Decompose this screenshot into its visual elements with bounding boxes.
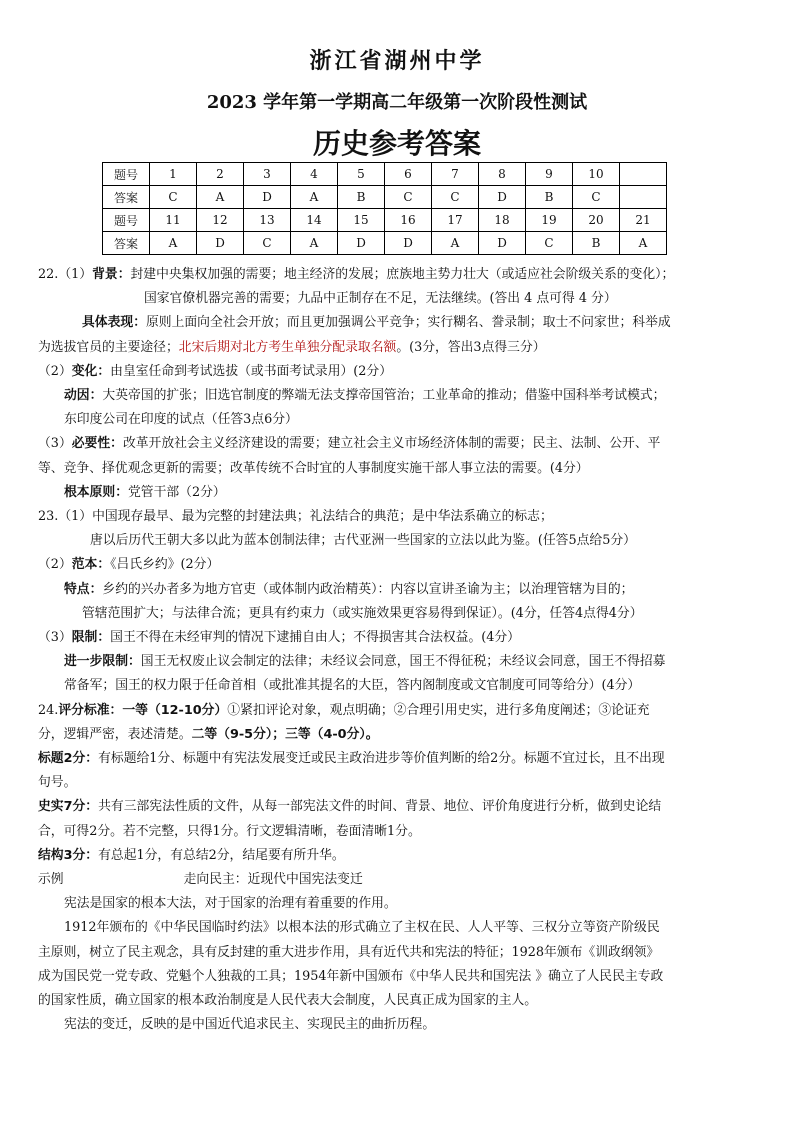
subject-title: 历史参考答案	[312, 127, 481, 160]
table-cell: D	[479, 186, 526, 209]
q23-line: 管辖范围扩大；与法律合流；更具有约束力（或实施效果更容易得到保证）。(4分，任答4点得4分）	[82, 605, 643, 621]
table-cell: A	[291, 232, 338, 255]
table-cell: 10	[573, 163, 620, 186]
answer-table-row	[103, 186, 667, 209]
q22-line: 根本原则：党管干部（2分）	[64, 484, 226, 500]
highlighted-answer: 北宋后期对北方考生单独分配录取名额	[178, 339, 397, 355]
q24-line: 合，可得2分。若不完整，只得1分。行文逻辑清晰，卷面清晰1分。	[38, 823, 421, 839]
q23-line: 常备军；国王的权力限于任命首相（或批准其提名的大臣，答内阁制度或文官制度可同等给分）(4分）	[64, 678, 641, 694]
school-title: 浙江省湖州中学	[309, 49, 485, 74]
table-cell: 3	[244, 163, 291, 186]
row-label: 题号	[103, 209, 150, 232]
table-cell: 1	[150, 163, 197, 186]
table-cell: A	[432, 232, 479, 255]
row-label: 答案	[103, 232, 150, 255]
table-cell: C	[244, 232, 291, 255]
table-cell: 19	[526, 209, 573, 232]
table-cell: 8	[479, 163, 526, 186]
table-cell: 6	[385, 163, 432, 186]
essay-paragraph: 宪法是国家的根本大法，对于国家的治理有着重要的作用。	[64, 896, 397, 912]
table-cell: D	[244, 186, 291, 209]
table-cell: 13	[244, 209, 291, 232]
q24-line: 史实7分：共有三部宪法性质的文件，从每一部宪法文件的时间、背景、地位、评价角度进行分析，做到史论结	[38, 799, 662, 815]
q23-line: 特点：乡约的兴办者多为地方官吏（或体制内政治精英）：内容以宣讲圣谕为主；以治理管辖为目的；	[64, 581, 634, 597]
table-cell: D	[479, 232, 526, 255]
table-cell: D	[197, 232, 244, 255]
q22-line: 等、竞争、择优观念更新的需要；改革传统不合时宜的人事制度实施干部人事立法的需要。(4分）	[38, 460, 589, 476]
answer-table-row	[103, 163, 667, 186]
table-cell: C	[526, 232, 573, 255]
table-cell: B	[338, 186, 385, 209]
table-cell: A	[620, 232, 667, 255]
essay-paragraph: 主原则，树立了民主观念，具有反封建的重大进步作用，具有近代共和宪法的特征；1928年颁布《训政纲领》	[38, 944, 660, 960]
q22-line: 具体表现：原则上面向全社会开放；而且更加强调公平竞争；实行糊名、誊录制；取士不问家世；科举成	[82, 315, 671, 331]
q22-line: 动因：大英帝国的扩张；旧选官制度的弊端无法支撑帝国管治；工业革命的推动；借鉴中国科举考试模式；	[64, 388, 666, 404]
q24-line: 标题2分：有标题给1分、标题中有宪法发展变迁或民主政治进步等价值判断的给2分。标题不宜过长，且不出现	[38, 751, 665, 767]
table-cell: 9	[526, 163, 573, 186]
answer-table-row	[103, 209, 667, 232]
essay-paragraph: 成为国民党一党专政、党魁个人独裁的工具；1954年新中国颁布《中华人民共和国宪法 》确立了人民民主专政	[38, 968, 664, 984]
table-cell: C	[385, 186, 432, 209]
table-cell: 5	[338, 163, 385, 186]
essay-paragraph: 1912年颁布的《中华民国临时约法》以根本法的形式确立了主权在民、人人平等、三权分立等资产阶级民	[64, 920, 660, 936]
q23-line: 进一步限制：国王无权废止议会制定的法律；未经议会同意，国王不得征税；未经议会同意，国王不得招募	[64, 654, 666, 670]
row-label: 题号	[103, 163, 150, 186]
table-cell: 7	[432, 163, 479, 186]
table-cell: 4	[291, 163, 338, 186]
essay-paragraph: 的国家性质，确立国家的根本政治制度是人民代表大会制度，人民真正成为国家的主人。	[38, 993, 538, 1009]
table-cell: 18	[479, 209, 526, 232]
table-cell: 21	[620, 209, 667, 232]
table-cell: C	[573, 186, 620, 209]
table-cell: A	[197, 186, 244, 209]
table-cell: 12	[197, 209, 244, 232]
table-cell: B	[526, 186, 573, 209]
q22-line: 国家官僚机器完善的需要；九品中正制存在不足，无法继续。(答出 4 点可得 4 分）	[144, 291, 617, 307]
table-cell: A	[150, 232, 197, 255]
exam-title: 2023 学年第一学期高二年级第一次阶段性测试	[206, 92, 588, 113]
table-cell: C	[432, 186, 479, 209]
answer-table	[102, 162, 667, 255]
table-cell: 16	[385, 209, 432, 232]
q24-line: 示例 走向民主：近现代中国宪法变迁	[38, 872, 363, 888]
q22-line: （2）变化：由皇室任命到考试选拔（或书面考试录用）(2分）	[38, 363, 393, 379]
table-cell	[620, 163, 667, 186]
table-cell: 20	[573, 209, 620, 232]
q24-line: 句号。	[38, 775, 77, 791]
table-cell: 17	[432, 209, 479, 232]
table-cell: D	[385, 232, 432, 255]
q22-line: （3）必要性：改革开放社会主义经济建设的需要；建立社会主义市场经济体制的需要；民主、法制、公开、平	[38, 436, 661, 452]
q22-line: 东印度公司在印度的试点（任答3点6分）	[64, 412, 298, 428]
table-cell: B	[573, 232, 620, 255]
q24-line: 24.评分标准：一等（12-10分）①紧扣评论对象，观点明确；②合理引用史实，进行多角度阐述；③论证充	[38, 702, 650, 718]
essay-paragraph: 宪法的变迁，反映的是中国近代追求民主、实现民主的曲折历程。	[64, 1017, 436, 1033]
essay-title: 走向民主：近现代中国宪法变迁	[183, 872, 363, 888]
q23-line: （2）范本：《吕氏乡约》(2分）	[38, 557, 220, 573]
table-cell: 14	[291, 209, 338, 232]
answer-table-row	[103, 232, 667, 255]
answer-body	[38, 263, 760, 1038]
q23-line: 23.（1）中国现存最早、最为完整的封建法典；礼法结合的典范；是中华法系确立的标志；	[38, 509, 553, 525]
q23-line: 唐以后历代王朝大多以此为蓝本创制法律；古代亚洲一些国家的立法以此为鉴。(任答5点给5分）	[90, 533, 636, 549]
table-cell	[620, 186, 667, 209]
table-cell: A	[291, 186, 338, 209]
q23-line: （3）限制：国王不得在未经审判的情况下逮捕自由人；不得损害其合法权益。(4分）	[38, 630, 520, 646]
table-cell: C	[150, 186, 197, 209]
q22-line: 22.（1）背景：封建中央集权加强的需要；地主经济的发展；庶族地主势力壮大（或适应社会阶级关系的变化）；	[38, 267, 675, 282]
table-cell: 15	[338, 209, 385, 232]
row-label: 答案	[103, 186, 150, 209]
table-cell: 2	[197, 163, 244, 186]
q24-line: 分，逻辑严密，表述清楚。二等（9-5分）；三等（4-0分）。	[38, 726, 379, 742]
q24-line: 结构3分：有总起1分，有总结2分，结尾要有所升华。	[38, 847, 345, 863]
q22-line: 为选拔官员的主要途径；北宋后期对北方考生单独分配录取名额。(3分，答出3点得三分）	[38, 339, 546, 355]
table-cell: D	[338, 232, 385, 255]
table-cell: 11	[150, 209, 197, 232]
